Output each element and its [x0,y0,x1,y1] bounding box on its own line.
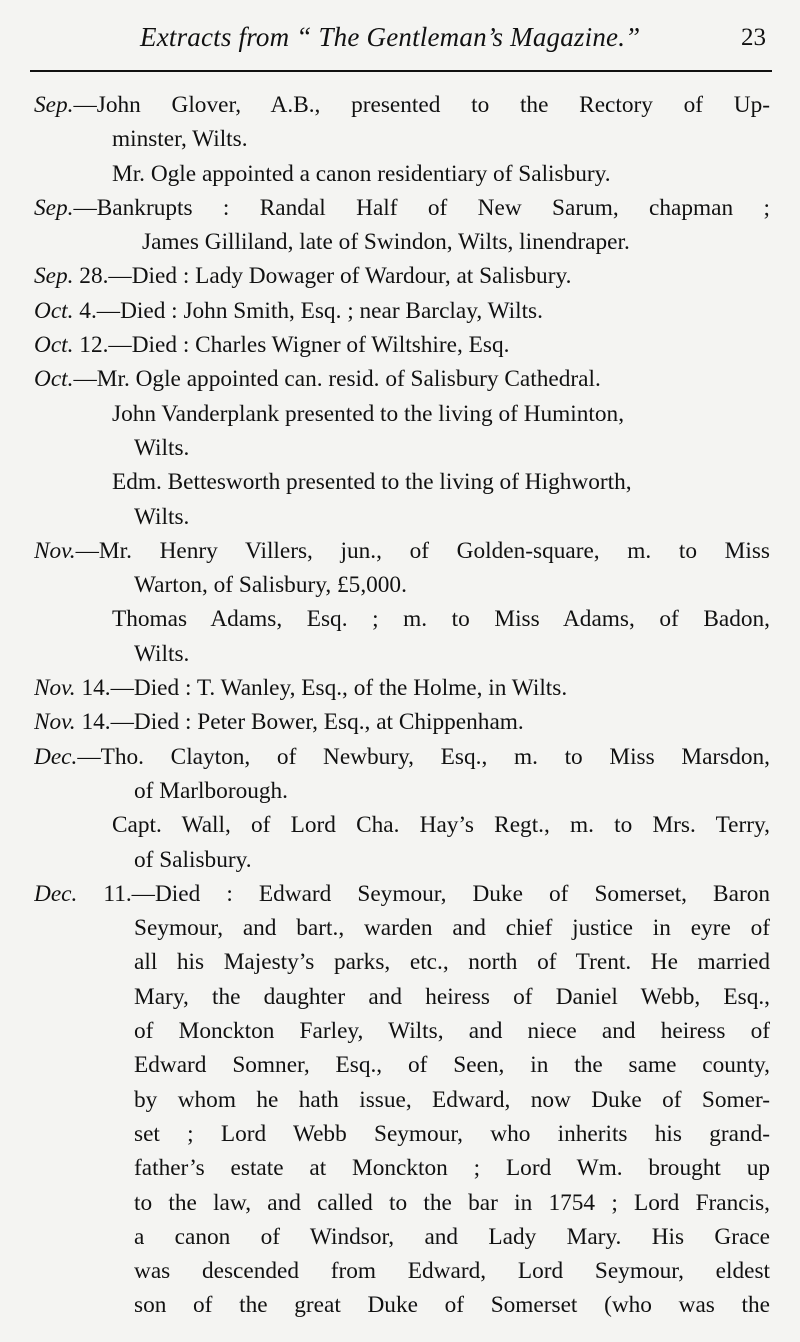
entry-date: Oct. [34,366,74,393]
page-body [34,88,770,1323]
text-line: Nov. 14.—Died : Peter Bower, Esq., at Chippenham. [34,709,524,736]
text-line: Oct.—Mr. Ogle appointed can. resid. of Salisbury Cathedral. [34,366,601,393]
text-line: Warton, of Salisbury, £5,000. [134,572,407,599]
text-line: Wilts. [134,434,190,461]
header-rule [30,70,772,72]
text-line: a canon of Windsor, and Lady Mary. His Grace [134,1223,770,1250]
text-line: Nov.—Mr. Henry Villers, jun., of Golden-square, m. to Miss [34,537,770,564]
text-line: Edm. Bettesworth presented to the living of Highworth, [112,469,632,496]
text-line: was descended from Edward, Lord Seymour, eldest [134,1258,770,1285]
text-line: Seymour, and bart., warden and chief justice in eyre of [134,915,770,942]
text-line: Mr. Ogle appointed a canon residentiary of Salisbury. [112,160,611,187]
text-line: father’s estate at Monckton ; Lord Wm. brought up [134,1155,770,1182]
running-title: Extracts from “ The Gentleman’s Magazine.” [140,22,641,52]
entry-date: Sep. [34,194,74,221]
text-line: Thomas Adams, Esq. ; m. to Miss Adams, of Badon, [112,606,770,633]
text-line: Dec.—Tho. Clayton, of Newbury, Esq., m. to Miss Marsdon, [34,743,770,770]
text-line: Capt. Wall, of Lord Cha. Hay’s Regt., m. to Mrs. Terry, [112,812,770,839]
entry-date: Nov. [34,675,76,702]
entry-date: Dec. [34,880,78,907]
text-line: Mary, the daughter and heiress of Daniel Webb, Esq., [134,983,770,1010]
page-header [30,22,770,66]
text-line: Oct. 4.—Died : John Smith, Esq. ; near Barclay, Wilts. [34,297,543,324]
text-line: Nov. 14.—Died : T. Wanley, Esq., of the Holme, in Wilts. [34,675,568,702]
text-line: Edward Somner, Esq., of Seen, in the same county, [134,1052,770,1079]
text-line: Oct. 12.—Died : Charles Wigner of Wiltshire, Esq. [34,332,510,359]
text-line: Wilts. [134,503,190,530]
entry-date: Oct. [34,297,74,324]
text-line: by whom he hath issue, Edward, now Duke of Somer- [134,1086,770,1113]
entry-date: Nov. [34,709,76,736]
text-line: set ; Lord Webb Seymour, who inherits his grand- [134,1120,770,1147]
entry-date: Sep. [34,263,74,290]
text-line: Dec. 11.—Died : Edward Seymour, Duke of Somerset, Baron [34,880,770,907]
text-line: all his Majesty’s parks, etc., north of Trent. He married [134,949,770,976]
entry-date: Dec. [34,743,78,770]
text-line: Sep. 28.—Died : Lady Dowager of Wardour, at Salisbury. [34,263,572,290]
text-line: John Vanderplank presented to the living of Huminton, [112,400,625,427]
text-line: James Gilliland, late of Swindon, Wilts, linendraper. [142,229,630,256]
text-line: to the law, and called to the bar in 1754 ; Lord Francis, [134,1189,770,1216]
text-line: minster, Wilts. [112,126,248,153]
entry-date: Nov. [34,537,76,564]
text-line: Sep.—John Glover, A.B., presented to the Rectory of Up- [34,92,770,118]
entry-date: Sep. [34,92,74,118]
text-line: Sep.—Bankrupts : Randal Half of New Sarum, chapman ; [34,194,770,221]
text-line: of Monckton Farley, Wilts, and niece and heiress of [134,1018,770,1045]
page-number: 23 [741,24,766,51]
text-line: of Marlborough. [134,777,288,804]
text-line: of Salisbury. [134,846,252,873]
text-line: son of the great Duke of Somerset (who was the [134,1292,770,1319]
entry-date: Oct. [34,332,74,359]
text-line: Wilts. [134,640,190,667]
